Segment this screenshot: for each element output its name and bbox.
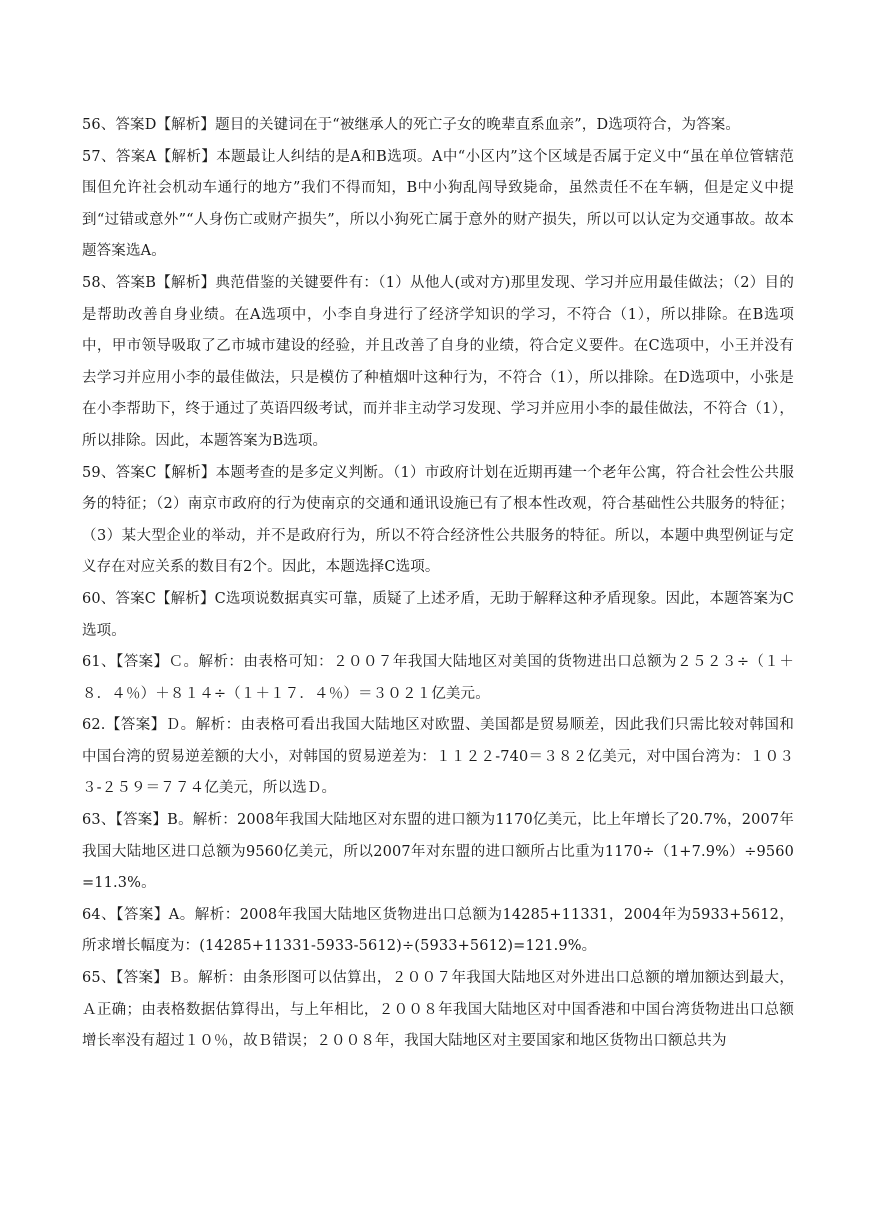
answer-65-explanation: 65、【答案】Ｂ。解析：由条形图可以估算出，２００７年我国大陆地区对外进出口总额的增加额达到最大，Ａ正确；由表格数据估算得出，与上年相比，２００８年我国大陆地区对中国香港和中国台湾货物进出口总额增长率没有超过１０％，故Ｂ错误；２００８年，我国大陆地区对主要国家和地区货物出口额总共为 xyxy=(82,970,794,1050)
answer-64-explanation: 64、【答案】A。解析：2008年我国大陆地区货物进出口总额为14285+11331，2004年为5933+5612，所求增长幅度为：(14285+11331-5933-5612)÷(5933+5612)=121.9%。 xyxy=(82,906,794,955)
answer-59-explanation: 59、答案C【解析】本题考查的是多定义判断。（1）市政府计划在近期再建一个老年公寓，符合社会性公共服务的特征；（2）南京市政府的行为使南京的交通和通讯设施已有了根本性改观，符合基础性公共服务的特征；（3）某大型企业的举动，并不是政府行为，所以不符合经济性公共服务的特征。所以，本题中典型例证与定义存在对应关系的数目有2个。因此，本题选择C选项。 xyxy=(82,464,794,576)
answer-63-explanation: 63、【答案】B。解析：2008年我国大陆地区对东盟的进口额为1170亿美元，比上年增长了20.7%，2007年我国大陆地区进口总额为9560亿美元，所以2007年对东盟的进口额所占比重为1170÷（1+7.9%）÷9560=11.3%。 xyxy=(82,812,794,892)
answer-60-explanation: 60、答案C【解析】C选项说数据真实可靠，质疑了上述矛盾，无助于解释这种矛盾现象。因此，本题答案为C选项。 xyxy=(82,590,794,639)
answer-62-explanation: 62.【答案】Ｄ。解析：由表格可看出我国大陆地区对欧盟、美国都是贸易顺差，因此我们只需比较对韩国和中国台湾的贸易逆差额的大小，对韩国的贸易逆差为：１１２２-740＝３８２亿美元，对中国台湾为：１０３３-２５９＝７７４亿美元，所以选Ｄ。 xyxy=(82,717,794,797)
answer-57-explanation: 57、答案A【解析】本题最让人纠结的是A和B选项。A中“小区内”这个区域是否属于定义中“虽在单位管辖范围但允许社会机动车通行的地方”我们不得而知，B中小狗乱闯导致毙命，虽然责任不在车辆，但是定义中提到“过错或意外”“人身伤亡或财产损失”，所以小狗死亡属于意外的财产损失，所以可以认定为交通事故。故本题答案选A。 xyxy=(82,148,794,260)
answer-explanations xyxy=(82,110,794,1058)
answer-56-explanation: 56、答案D【解析】题目的关键词在于“被继承人的死亡子女的晚辈直系血亲”，D选项符合，为答案。 xyxy=(82,117,741,133)
answer-58-explanation: 58、答案B【解析】典范借鉴的关键要件有：（1）从他人(或对方)那里发现、学习并应用最佳做法；（2）目的是帮助改善自身业绩。在A选项中，小李自身进行了经济学知识的学习，不符合（1），所以排除。在B选项中，甲市领导吸取了乙市城市建设的经验，并且改善了自身的业绩，符合定义要件。在C选项中，小王并没有去学习并应用小李的最佳做法，只是模仿了种植烟叶这种行为，不符合（1），所以排除。在D选项中，小张是在小李帮助下，终于通过了英语四级考试，而并非主动学习发现、学习并应用小李的最佳做法，不符合（1），所以排除。因此，本题答案为B选项。 xyxy=(82,274,794,449)
answer-61-explanation: 61、【答案】Ｃ。解析：由表格可知：２００７年我国大陆地区对美国的货物进出口总额为２５２３÷（１＋８．４％）＋８１４÷（１＋１７．４％）＝３０２１亿美元。 xyxy=(82,654,794,702)
